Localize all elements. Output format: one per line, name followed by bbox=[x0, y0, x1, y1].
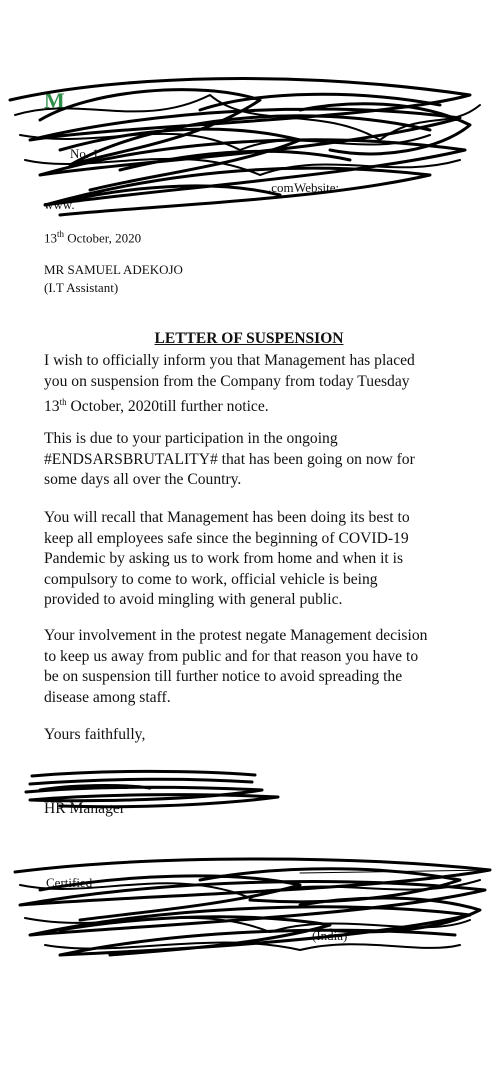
paragraph-line: provided to avoid mingling with general public. bbox=[44, 591, 343, 608]
paragraph-line: keep all employees safe since the beginning of COVID-19 bbox=[44, 529, 409, 547]
paragraph-line: disease among staff. bbox=[44, 688, 171, 706]
signatory-title: HR Manager bbox=[44, 800, 125, 817]
company-name-obscured: M bbox=[44, 88, 66, 113]
footer-certified-fragment: Certified bbox=[46, 875, 93, 890]
paragraph-line: to keep us away from public and for that reason you have to bbox=[44, 647, 419, 665]
paragraph-4 bbox=[44, 626, 474, 708]
website-label: Website: bbox=[294, 180, 340, 195]
footer-redaction-scribble bbox=[15, 859, 490, 955]
paragraph-line: You will recall that Management has been doing its best to bbox=[44, 509, 410, 526]
paragraph-line: This is due to your participation in the ongoing bbox=[44, 430, 338, 447]
paragraph-1 bbox=[44, 351, 474, 418]
paragraph-line: compulsory to come to work, official vehicle is being bbox=[44, 570, 378, 588]
paragraph-line: Pandemic by asking us to work from home and when it is bbox=[44, 550, 404, 567]
paragraph-3 bbox=[44, 508, 474, 611]
paragraph-line: 13th October, 2020till further notice. bbox=[44, 397, 269, 416]
footer-country-fragment: (India) bbox=[312, 928, 348, 943]
paragraph-line: some days all over the Country. bbox=[44, 471, 242, 488]
address-fragment: No. 1 bbox=[70, 146, 99, 161]
closing: Yours faithfully, bbox=[44, 726, 146, 743]
letter-date: 13th October, 2020 bbox=[44, 229, 142, 246]
paragraph-2 bbox=[44, 429, 474, 491]
recipient-name: MR SAMUEL ADEKOJO bbox=[44, 262, 183, 277]
paragraph-line: Your involvement in the protest negate Management decision bbox=[44, 627, 428, 644]
website-fragment: www. bbox=[44, 197, 75, 212]
paragraph-line: be on suspension till further notice to avoid spreading the bbox=[44, 668, 403, 685]
paragraph-line: I wish to officially inform you that Management has placed bbox=[44, 352, 415, 369]
email-fragment: .com bbox=[268, 180, 294, 195]
paragraph-line: #ENDSARSBRUTALITY# that has been going on now for bbox=[44, 450, 415, 468]
letter-title: LETTER OF SUSPENSION bbox=[154, 330, 344, 347]
paragraph-line: you on suspension from the Company from today Tuesday bbox=[44, 372, 410, 390]
recipient-title: (I.T Assistant) bbox=[44, 280, 119, 295]
